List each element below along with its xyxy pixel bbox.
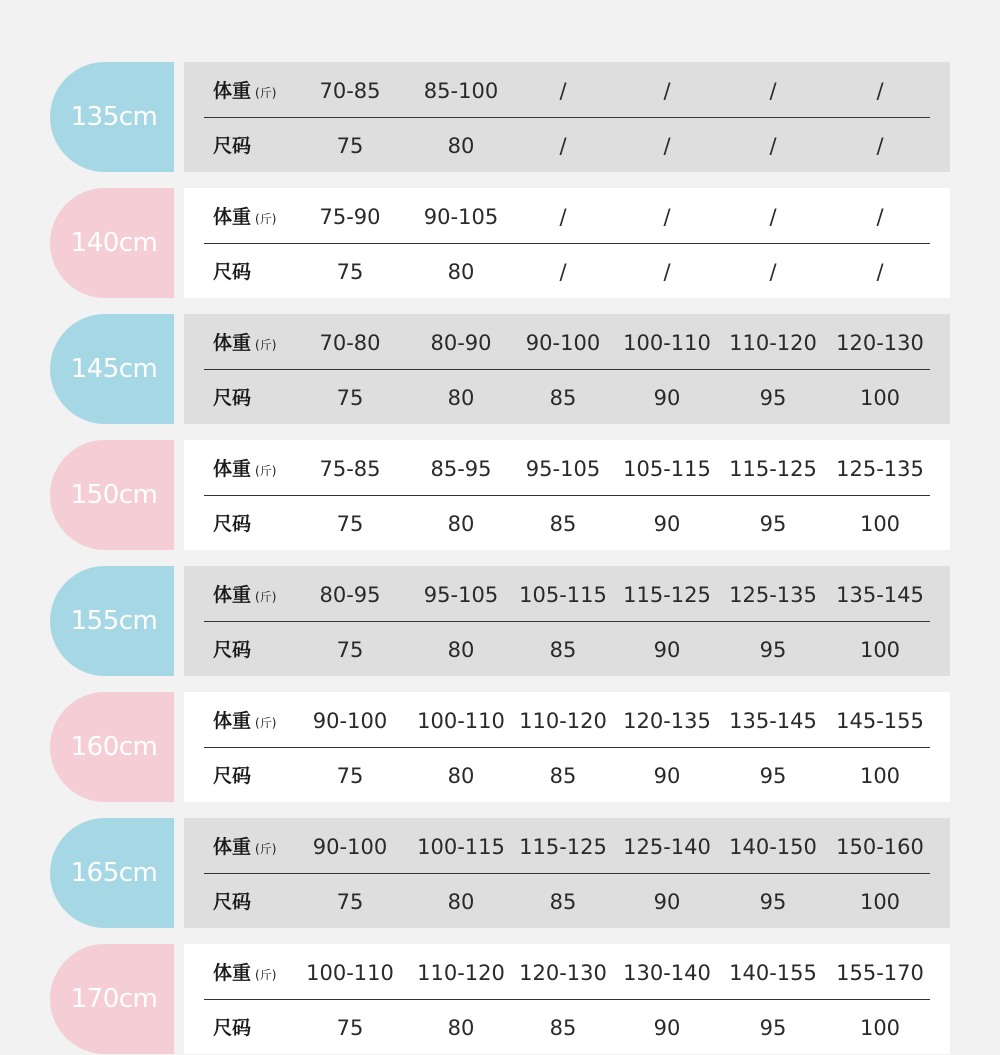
- weight-cell: /: [876, 205, 884, 229]
- weight-cell: /: [769, 205, 777, 229]
- size-cell: 95: [759, 890, 787, 914]
- size-label: 尺码: [213, 513, 252, 535]
- weight-row: [184, 820, 950, 874]
- height-badge: 170cm: [50, 944, 174, 1054]
- weight-cell: 100-110: [417, 709, 505, 733]
- size-cell: 85: [549, 1016, 577, 1040]
- size-cell: 100: [859, 386, 901, 410]
- size-cell: 95: [759, 1016, 787, 1040]
- height-badge: 150cm: [50, 440, 174, 550]
- size-block: [50, 314, 950, 424]
- weight-label: [213, 568, 276, 622]
- weight-cell: 90-100: [525, 331, 601, 355]
- size-row: [184, 119, 950, 173]
- weight-cell: 90-100: [312, 709, 388, 733]
- weight-cell: 155-170: [836, 961, 924, 985]
- weight-cell: 110-120: [729, 331, 817, 355]
- size-panel: [184, 566, 950, 676]
- size-cell: 80: [447, 134, 475, 158]
- size-panel: [184, 314, 950, 424]
- weight-cell: 135-145: [729, 709, 817, 733]
- height-badge: 165cm: [50, 818, 174, 928]
- weight-cell: 100-115: [417, 835, 505, 859]
- size-cell: 95: [759, 512, 787, 536]
- weight-cell: 140-155: [729, 961, 817, 985]
- size-cell: /: [559, 134, 567, 158]
- weight-label-text: 体重: [213, 962, 252, 984]
- size-cell: 80: [447, 386, 475, 410]
- size-block: [50, 440, 950, 550]
- size-cell: 85: [549, 638, 577, 662]
- size-label: 尺码: [213, 639, 252, 661]
- size-row: [184, 497, 950, 551]
- size-panel: [184, 188, 950, 298]
- weight-cell: /: [876, 79, 884, 103]
- height-badge: 140cm: [50, 188, 174, 298]
- weight-cell: 120-130: [519, 961, 607, 985]
- weight-label: [213, 820, 276, 874]
- row-divider: [204, 369, 930, 370]
- size-panel: [184, 440, 950, 550]
- weight-row: [184, 694, 950, 748]
- weight-row: [184, 64, 950, 118]
- size-label: 尺码: [213, 891, 252, 913]
- size-row: [184, 371, 950, 425]
- row-divider: [204, 999, 930, 1000]
- weight-cell: 120-130: [836, 331, 924, 355]
- size-cell: 90: [653, 764, 681, 788]
- size-panel: [184, 818, 950, 928]
- size-cell: /: [769, 260, 777, 284]
- size-cell: 80: [447, 638, 475, 662]
- weight-cell: 125-135: [836, 457, 924, 481]
- weight-row: [184, 946, 950, 1000]
- row-divider: [204, 747, 930, 748]
- weight-unit: (斤): [255, 716, 277, 730]
- size-cell: 100: [859, 764, 901, 788]
- weight-row: [184, 190, 950, 244]
- row-divider: [204, 243, 930, 244]
- weight-label-text: 体重: [213, 332, 252, 354]
- weight-cell: 90-105: [423, 205, 499, 229]
- size-cell: 75: [336, 386, 364, 410]
- weight-row: [184, 316, 950, 370]
- row-divider: [204, 117, 930, 118]
- weight-cell: 100-110: [306, 961, 394, 985]
- size-cell: 85: [549, 512, 577, 536]
- size-label: 尺码: [213, 261, 252, 283]
- height-badge: 160cm: [50, 692, 174, 802]
- weight-unit: (斤): [255, 338, 277, 352]
- weight-label-text: 体重: [213, 80, 252, 102]
- weight-label-text: 体重: [213, 206, 252, 228]
- weight-label-text: 体重: [213, 836, 252, 858]
- size-block: [50, 188, 950, 298]
- weight-cell: 85-100: [423, 79, 499, 103]
- size-cell: 75: [336, 260, 364, 284]
- size-cell: 100: [859, 890, 901, 914]
- weight-label: [213, 64, 276, 118]
- row-divider: [204, 873, 930, 874]
- weight-cell: 120-135: [623, 709, 711, 733]
- weight-unit: (斤): [255, 842, 277, 856]
- weight-cell: 125-140: [623, 835, 711, 859]
- weight-cell: 70-85: [319, 79, 381, 103]
- weight-unit: (斤): [255, 968, 277, 982]
- size-cell: 80: [447, 1016, 475, 1040]
- size-cell: 75: [336, 512, 364, 536]
- size-block: [50, 944, 950, 1054]
- size-cell: 75: [336, 134, 364, 158]
- weight-cell: 100-110: [623, 331, 711, 355]
- weight-cell: 110-120: [519, 709, 607, 733]
- size-cell: 75: [336, 1016, 364, 1040]
- size-cell: 100: [859, 638, 901, 662]
- size-cell: /: [663, 134, 671, 158]
- weight-cell: 110-120: [417, 961, 505, 985]
- weight-cell: 70-80: [319, 331, 381, 355]
- size-cell: 90: [653, 512, 681, 536]
- size-cell: 95: [759, 764, 787, 788]
- size-cell: 90: [653, 386, 681, 410]
- weight-row: [184, 442, 950, 496]
- weight-label-text: 体重: [213, 584, 252, 606]
- size-cell: 100: [859, 512, 901, 536]
- size-cell: 80: [447, 512, 475, 536]
- size-panel: [184, 692, 950, 802]
- size-cell: 90: [653, 890, 681, 914]
- size-cell: /: [559, 260, 567, 284]
- weight-cell: 75-90: [319, 205, 381, 229]
- size-panel: [184, 944, 950, 1054]
- size-row: [184, 749, 950, 803]
- size-cell: 80: [447, 260, 475, 284]
- weight-cell: /: [663, 79, 671, 103]
- weight-cell: /: [663, 205, 671, 229]
- weight-unit: (斤): [255, 86, 277, 100]
- size-cell: /: [876, 260, 884, 284]
- weight-label: [213, 946, 276, 1000]
- weight-cell: 95-105: [423, 583, 499, 607]
- size-cell: 95: [759, 638, 787, 662]
- size-row: [184, 875, 950, 929]
- height-badge: 155cm: [50, 566, 174, 676]
- weight-cell: 140-150: [729, 835, 817, 859]
- weight-unit: (斤): [255, 212, 277, 226]
- weight-label-text: 体重: [213, 458, 252, 480]
- row-divider: [204, 621, 930, 622]
- size-label: 尺码: [213, 135, 252, 157]
- size-cell: 80: [447, 764, 475, 788]
- size-cell: 100: [859, 1016, 901, 1040]
- weight-cell: 115-125: [519, 835, 607, 859]
- weight-cell: 115-125: [729, 457, 817, 481]
- size-label: 尺码: [213, 765, 252, 787]
- size-block: [50, 692, 950, 802]
- weight-cell: /: [769, 79, 777, 103]
- weight-cell: 75-85: [319, 457, 381, 481]
- weight-label: [213, 442, 276, 496]
- weight-cell: 95-105: [525, 457, 601, 481]
- size-block: [50, 62, 950, 172]
- size-row: [184, 245, 950, 299]
- size-label: 尺码: [213, 387, 252, 409]
- height-badge: 145cm: [50, 314, 174, 424]
- weight-label: [213, 190, 276, 244]
- weight-cell: 105-115: [519, 583, 607, 607]
- height-badge: 135cm: [50, 62, 174, 172]
- weight-cell: 80-95: [319, 583, 381, 607]
- size-cell: 85: [549, 890, 577, 914]
- weight-unit: (斤): [255, 464, 277, 478]
- weight-cell: 125-135: [729, 583, 817, 607]
- size-block: [50, 818, 950, 928]
- row-divider: [204, 495, 930, 496]
- size-block: [50, 566, 950, 676]
- size-cell: 75: [336, 890, 364, 914]
- size-cell: 85: [549, 386, 577, 410]
- weight-cell: /: [559, 79, 567, 103]
- weight-cell: 80-90: [430, 331, 492, 355]
- weight-cell: 135-145: [836, 583, 924, 607]
- size-cell: 90: [653, 1016, 681, 1040]
- weight-row: [184, 568, 950, 622]
- size-panel: [184, 62, 950, 172]
- weight-label-text: 体重: [213, 710, 252, 732]
- weight-cell: 85-95: [430, 457, 492, 481]
- weight-cell: /: [559, 205, 567, 229]
- weight-cell: 115-125: [623, 583, 711, 607]
- size-cell: 75: [336, 764, 364, 788]
- size-cell: 80: [447, 890, 475, 914]
- size-cell: 90: [653, 638, 681, 662]
- size-cell: /: [876, 134, 884, 158]
- size-cell: 95: [759, 386, 787, 410]
- weight-label: [213, 316, 276, 370]
- size-row: [184, 1001, 950, 1055]
- weight-cell: 130-140: [623, 961, 711, 985]
- size-cell: 85: [549, 764, 577, 788]
- weight-cell: 145-155: [836, 709, 924, 733]
- weight-unit: (斤): [255, 590, 277, 604]
- weight-label: [213, 694, 276, 748]
- weight-cell: 150-160: [836, 835, 924, 859]
- weight-cell: 90-100: [312, 835, 388, 859]
- size-cell: 75: [336, 638, 364, 662]
- size-cell: /: [769, 134, 777, 158]
- size-row: [184, 623, 950, 677]
- size-cell: /: [663, 260, 671, 284]
- size-label: 尺码: [213, 1017, 252, 1039]
- weight-cell: 105-115: [623, 457, 711, 481]
